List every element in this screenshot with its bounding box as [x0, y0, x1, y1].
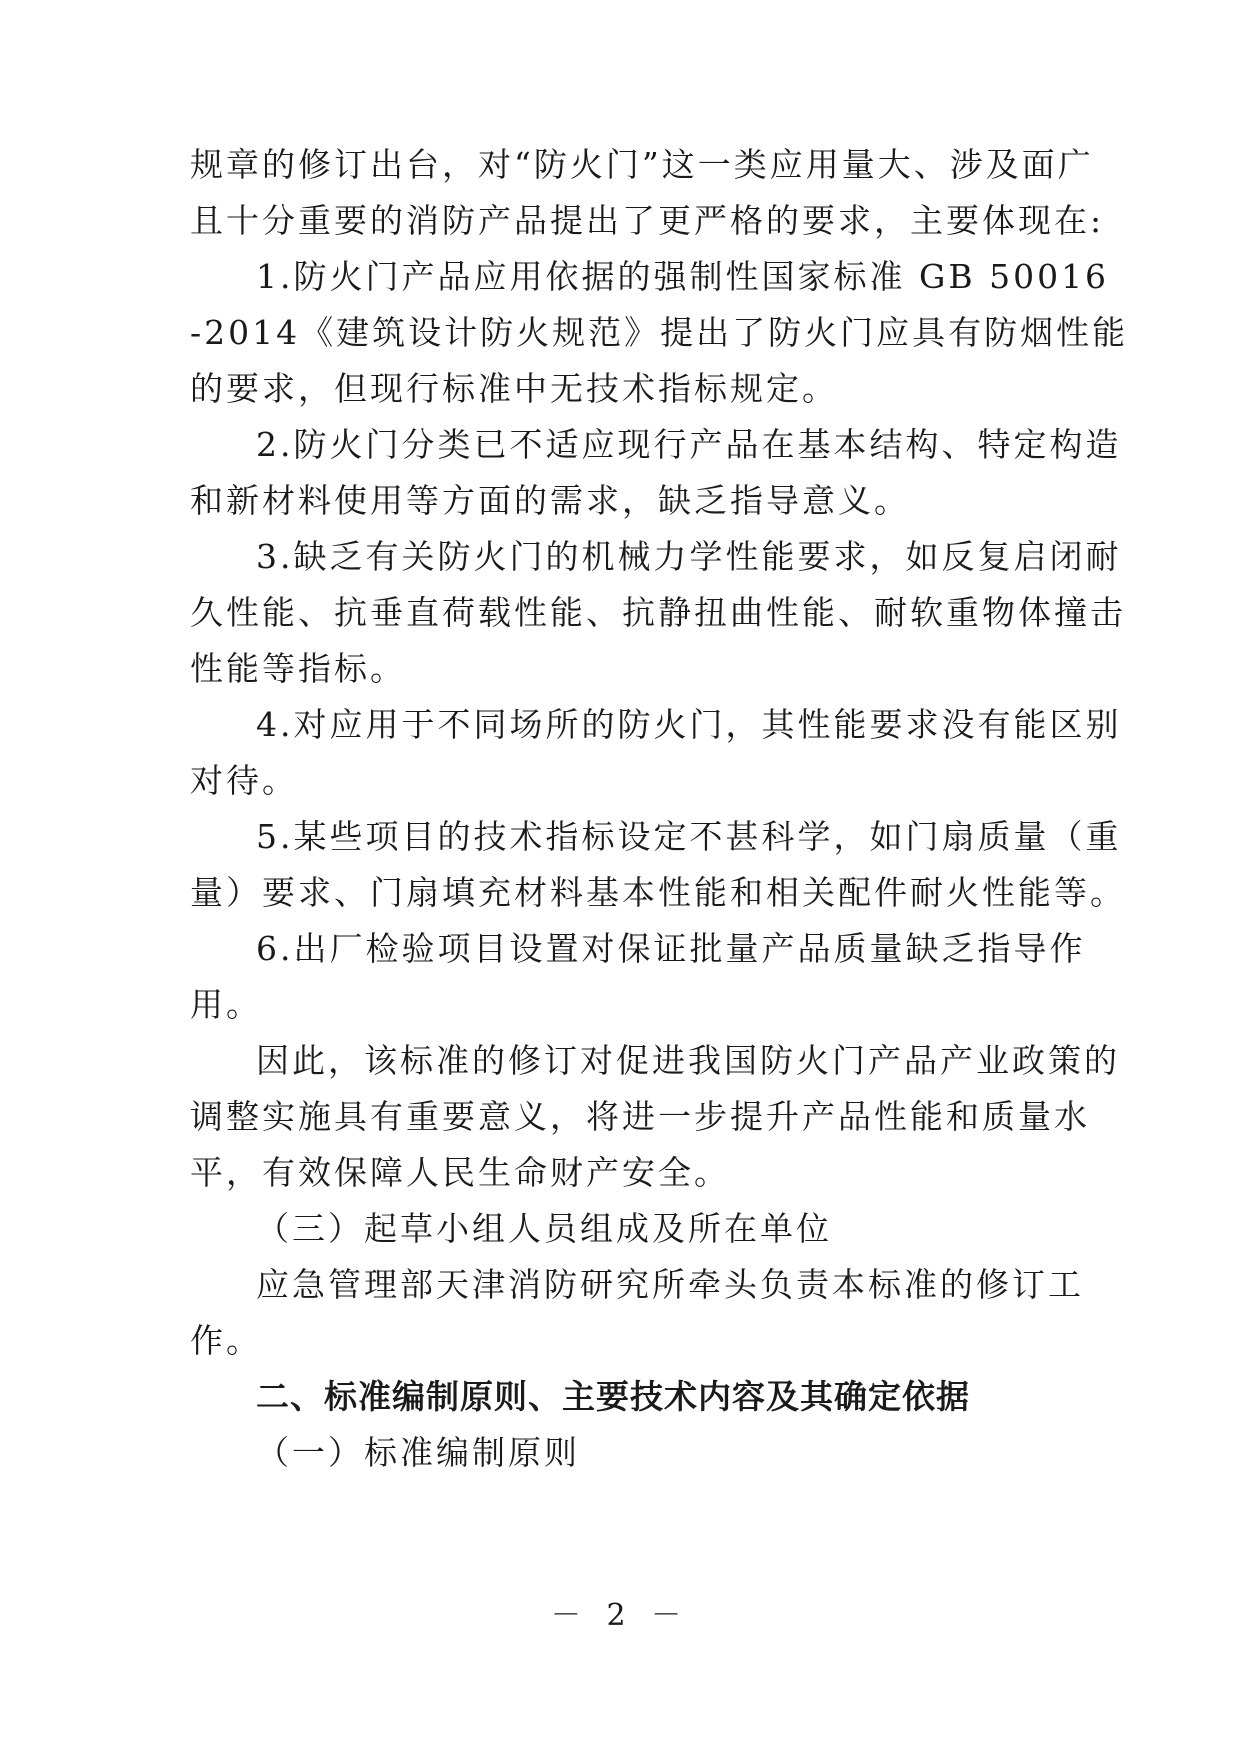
list-item-2-line-2: 和新材料使用等方面的需求，缺乏指导意义。: [190, 481, 910, 520]
list-item-3-line-2: 久性能、抗垂直荷载性能、抗静扭曲性能、耐软重物体撞击: [190, 593, 1126, 632]
drafting-unit-line-1: 应急管理部天津消防研究所牵头负责本标准的修订工: [256, 1265, 1084, 1304]
list-item-3-line-1: 3.缺乏有关防火门的机械力学性能要求，如反复启闭耐: [256, 537, 1122, 576]
section-heading-2: 二、标准编制原则、主要技术内容及其确定依据: [256, 1377, 970, 1416]
list-item-2-line-1: 2.防火门分类已不适应现行产品在基本结构、特定构造: [256, 425, 1122, 464]
list-item-1-line-3: 的要求，但现行标准中无技术指标规定。: [190, 369, 838, 408]
list-item-5-line-1: 5.某些项目的技术指标设定不甚科学，如门扇质量（重: [256, 817, 1122, 856]
page-number: － 2 －: [550, 1598, 690, 1633]
list-item-1-line-1: 1.防火门产品应用依据的强制性国家标准 GB 50016: [256, 257, 1110, 296]
conclusion-line-2: 调整实施具有重要意义，将进一步提升产品性能和质量水: [190, 1097, 1090, 1136]
text-line-1: 规章的修订出台，对“防火门”这一类应用量大、涉及面广: [190, 145, 1094, 184]
subsection-title-3: （三）起草小组人员组成及所在单位: [256, 1209, 832, 1248]
list-item-6-line-1: 6.出厂检验项目设置对保证批量产品质量缺乏指导作: [256, 929, 1086, 968]
list-item-3-line-3: 性能等指标。: [190, 649, 406, 688]
list-item-4-line-1: 4.对应用于不同场所的防火门，其性能要求没有能区别: [256, 705, 1122, 744]
conclusion-line-3: 平，有效保障人民生命财产安全。: [190, 1153, 730, 1192]
list-item-5-line-2: 量）要求、门扇填充材料基本性能和相关配件耐火性能等。: [190, 873, 1126, 912]
text-line-2: 且十分重要的消防产品提出了更严格的要求，主要体现在:: [190, 201, 1105, 240]
drafting-unit-line-2: 作。: [190, 1321, 262, 1360]
subsection-title-1: （一）标准编制原则: [256, 1433, 580, 1472]
list-item-1-line-2: -2014《建筑设计防火规范》提出了防火门应具有防烟性能: [190, 313, 1129, 352]
conclusion-line-1: 因此，该标准的修订对促进我国防火门产品产业政策的: [256, 1041, 1120, 1080]
list-item-6-line-2: 用。: [190, 985, 262, 1024]
list-item-4-line-2: 对待。: [190, 761, 298, 800]
